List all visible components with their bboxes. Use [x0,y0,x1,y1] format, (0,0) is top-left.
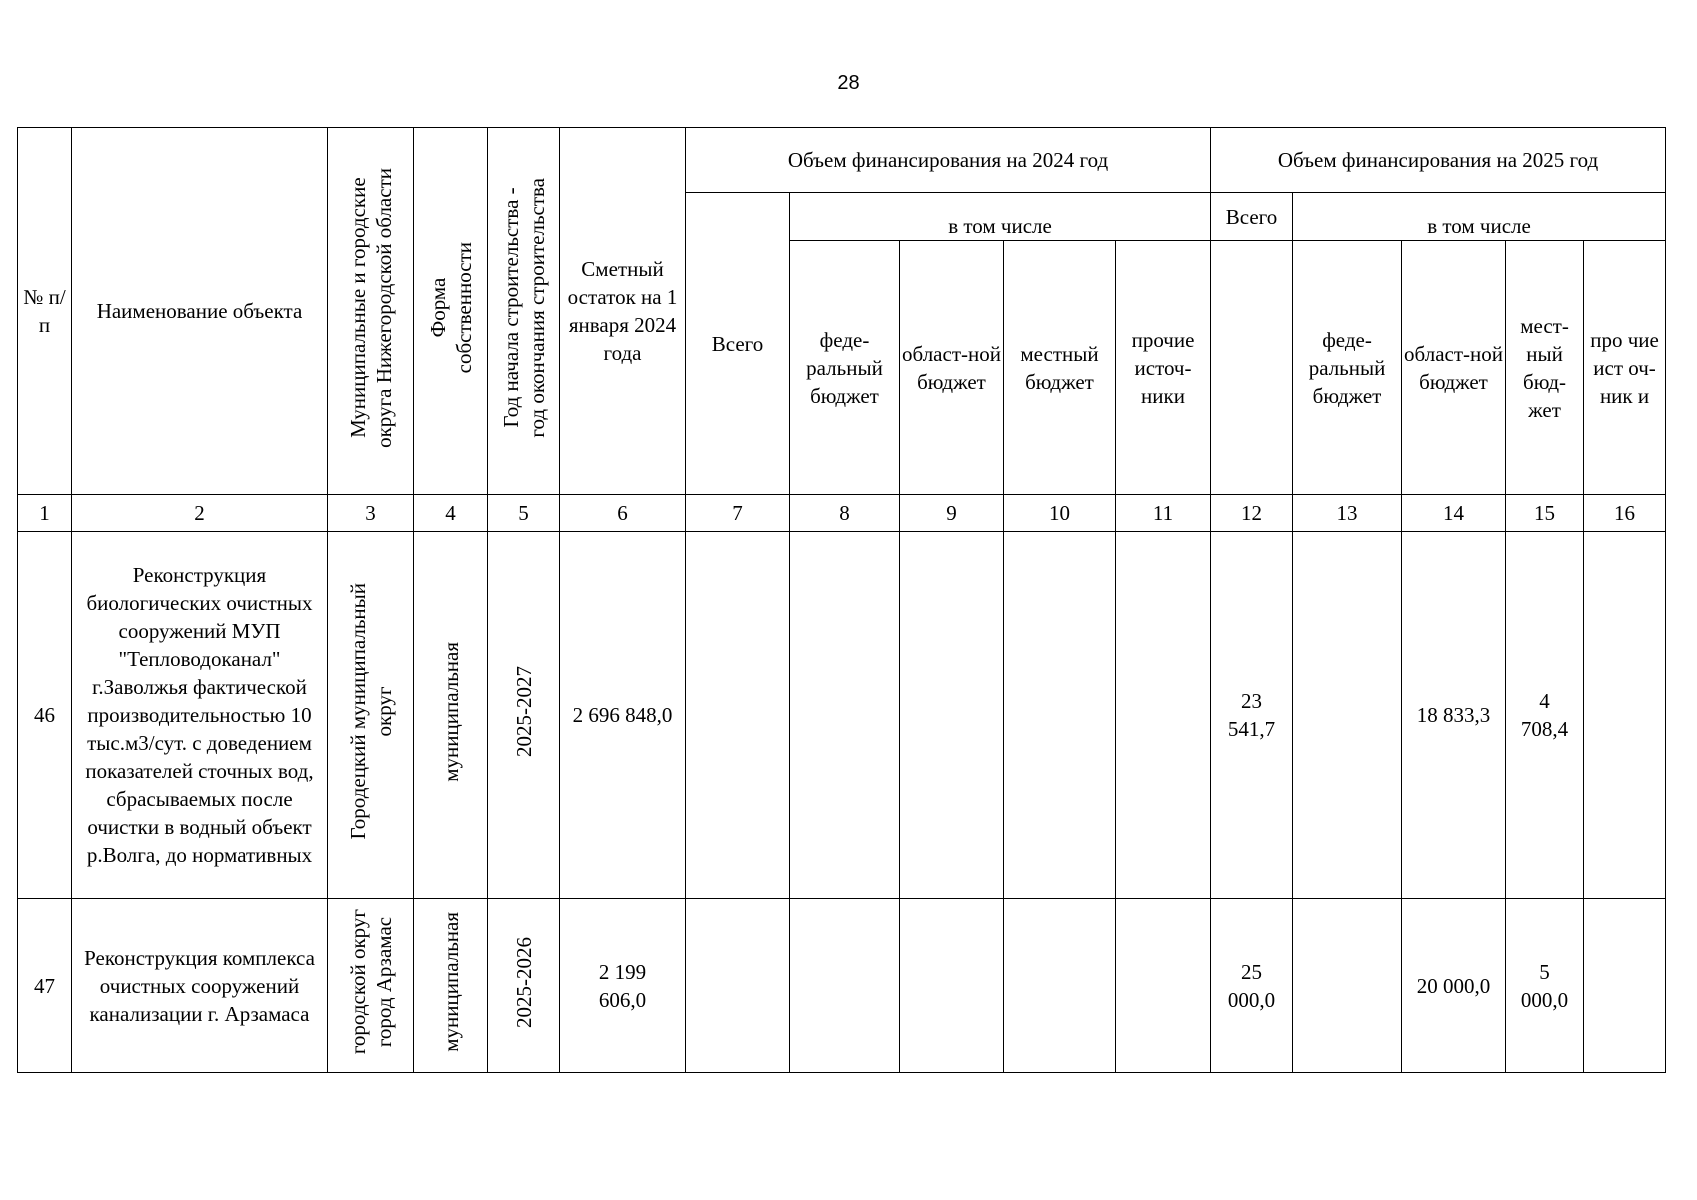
table-row [18,532,1666,899]
district-text: городской округ город Арзамас [345,909,396,1055]
column-number: 10 [1004,495,1116,532]
reg-2024-cell [900,899,1004,1073]
loc-2024-cell [1004,899,1116,1073]
header-district [328,128,414,495]
total-2024-cell [686,899,790,1073]
fed-2025-cell [1293,899,1402,1073]
ownership-text: муниципальная [438,912,463,1052]
fed-2024-cell [790,899,900,1073]
balance-cell: 2 696 848,0 [560,532,686,899]
column-number: 5 [488,495,560,532]
reg-2025-cell: 18 833,3 [1402,532,1506,899]
total-2025-cell: 25 000,0 [1211,899,1293,1073]
column-number: 11 [1116,495,1211,532]
ownership-cell [414,532,488,899]
header-oth-2024: прочие источ-ники [1116,241,1211,495]
loc-2024-cell [1004,532,1116,899]
total-2024-cell [686,532,790,899]
object-name: Реконструкция комплекса очистных сооружений канализации г. Арзамаса [72,899,328,1073]
column-number: 9 [900,495,1004,532]
header-reg-2025: област-ной бюджет [1402,241,1506,495]
header-balance: Сметный остаток на 1 января 2024 года [560,128,686,495]
row-num: 46 [18,532,72,899]
header-incl-2024: в том числе [790,193,1211,241]
column-number: 3 [328,495,414,532]
years-cell [488,899,560,1073]
header-fed-2024: феде-ральный бюджет [790,241,900,495]
column-number: 6 [560,495,686,532]
reg-2025-cell: 20 000,0 [1402,899,1506,1073]
district-text: Городецкий муниципальный округ [345,583,396,840]
header-total-2025: Всего [1211,193,1293,241]
column-number: 13 [1293,495,1402,532]
column-number: 1 [18,495,72,532]
header-ownership-text: Форма собственности [425,241,476,374]
loc-2025-cell: 5 000,0 [1506,899,1584,1073]
header-total-2025-blank [1211,241,1293,495]
balance-cell: 2 199 606,0 [560,899,686,1073]
fed-2024-cell [790,532,900,899]
column-number-row [18,495,1666,532]
district-cell [328,532,414,899]
object-name: Реконструкция биологических очистных сооружений МУП "Тепловодоканал" г.Заволжья фактической производительностью 10 тыс.м3/сут. с доведением показателей сточных вод, сбрасываемых после очистки в водный объект р.Волга, до нормативных [72,532,328,899]
loc-2025-cell: 4 708,4 [1506,532,1584,899]
column-number: 12 [1211,495,1293,532]
district-cell [328,899,414,1073]
column-number: 15 [1506,495,1584,532]
header-name: Наименование объекта [72,128,328,495]
header-group-2025: Объем финансирования на 2025 год [1211,128,1666,193]
header-loc-2024: местный бюджет [1004,241,1116,495]
header-loc-2025: мест-ный бюд-жет [1506,241,1584,495]
fed-2025-cell [1293,532,1402,899]
financing-table [17,127,1666,1073]
years-text: 2025-2026 [511,936,536,1028]
header-fed-2025: феде-ральный бюджет [1293,241,1402,495]
header-row-1 [18,128,1666,193]
header-num: № п/п [18,128,72,495]
oth-2024-cell [1116,899,1211,1073]
row-num: 47 [18,899,72,1073]
header-district-text: Муниципальные и городские округа Нижегородской области [345,167,396,448]
years-cell [488,532,560,899]
column-number: 4 [414,495,488,532]
oth-2025-cell [1584,899,1666,1073]
header-oth-2025: про чие ист оч-ник и [1584,241,1666,495]
header-years-text: Год начала строительства - год окончания строительства [498,177,549,438]
oth-2024-cell [1116,532,1211,899]
total-2025-cell: 23 541,7 [1211,532,1293,899]
header-ownership [414,128,488,495]
header-incl-2025: в том числе [1293,193,1666,241]
column-number: 14 [1402,495,1506,532]
header-years [488,128,560,495]
years-text: 2025-2027 [511,666,536,757]
column-number: 8 [790,495,900,532]
column-number: 16 [1584,495,1666,532]
ownership-cell [414,899,488,1073]
header-total-2024: Всего [686,193,790,495]
table-row [18,899,1666,1073]
ownership-text: муниципальная [438,641,463,782]
oth-2025-cell [1584,532,1666,899]
header-reg-2024: област-ной бюджет [900,241,1004,495]
reg-2024-cell [900,532,1004,899]
column-number: 7 [686,495,790,532]
page-number: 28 [837,72,860,94]
header-group-2024: Объем финансирования на 2024 год [686,128,1211,193]
column-number: 2 [72,495,328,532]
